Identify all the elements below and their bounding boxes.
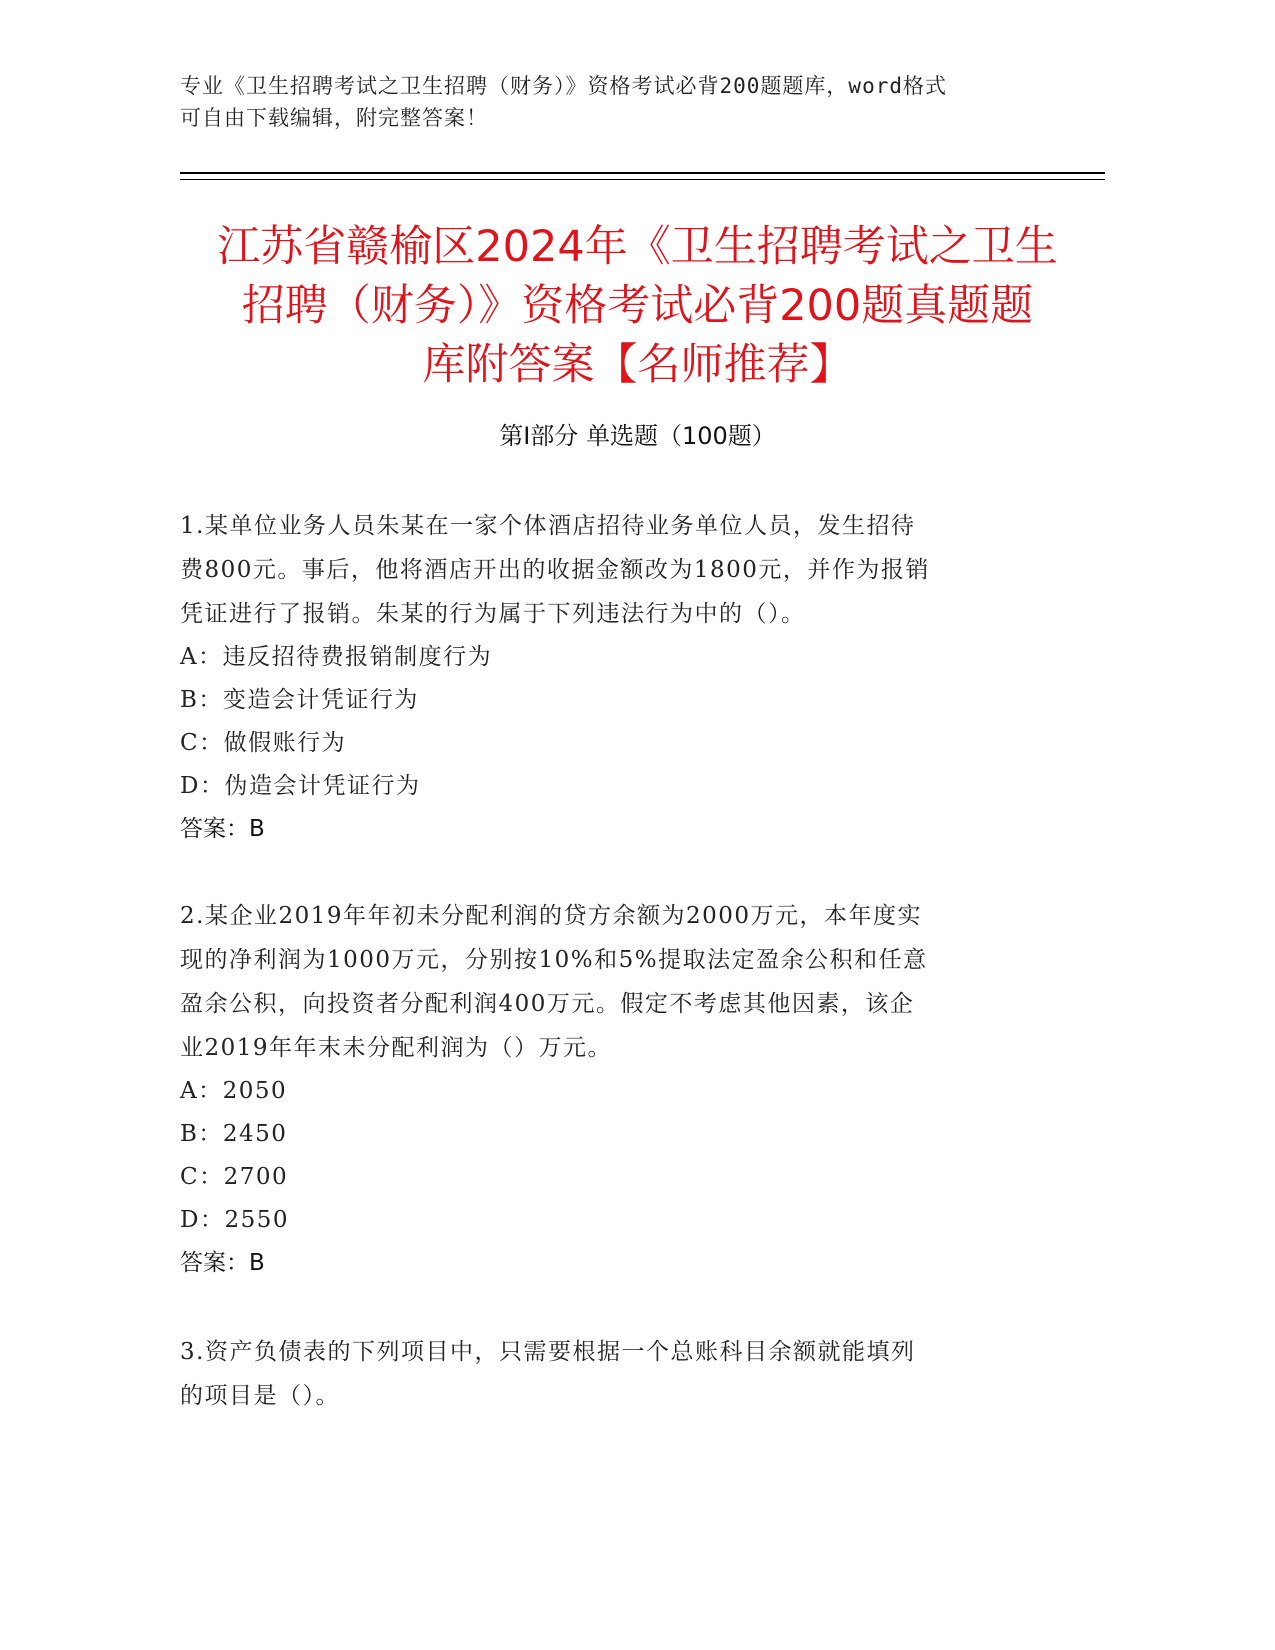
header-note: [180, 70, 1080, 134]
question-stem-line: 现的净利润为1000万元，分别按10%和5%提取法定盈余公积和任意: [180, 947, 928, 973]
title-line: 江苏省赣榆区2024年《卫生招聘考试之卫生: [217, 222, 1058, 272]
option-c: C：做假账行为: [180, 730, 347, 756]
question-stem-line: 3.资产负债表的下列项目中，只需要根据一个总账科目余额就能填列: [180, 1339, 916, 1365]
option-a: A：2050: [180, 1078, 288, 1104]
question-stem-line: 凭证进行了报销。朱某的行为属于下列违法行为中的（）。: [180, 601, 806, 627]
answer: 答案：B: [180, 1250, 265, 1276]
header-divider-thin: [180, 179, 1105, 180]
title-line: 招聘（财务）》资格考试必背200题真题题: [241, 281, 1034, 331]
question-stem-line: 业2019年年末未分配利润为（）万元。: [180, 1035, 613, 1061]
option-a: A：违反招待费报销制度行为: [180, 644, 493, 670]
question-stem-line: 的项目是（）。: [180, 1383, 340, 1409]
option-d: D：2550: [180, 1207, 289, 1233]
option-d: D：伪造会计凭证行为: [180, 773, 421, 799]
header-note-line: 专业《卫生招聘考试之卫生招聘（财务）》资格考试必背200题题库，word格式: [180, 74, 947, 98]
question-1: [180, 504, 1110, 851]
question-stem-line: 2.某企业2019年年初未分配利润的贷方余额为2000万元，本年度实: [180, 903, 923, 929]
title-line: 库附答案【名师推荐】: [422, 340, 853, 390]
question-stem-line: 盈余公积，向投资者分配利润400万元。假定不考虑其他因素，该企: [180, 991, 915, 1017]
section-title: 第Ⅰ部分 单选题（100题）: [499, 422, 776, 450]
answer: 答案：B: [180, 816, 265, 842]
option-b: B：2450: [180, 1121, 288, 1147]
question-stem-line: 1.某单位业务人员朱某在一家个体酒店招待业务单位人员，发生招待: [180, 513, 916, 539]
header-note-line: 可自由下载编辑，附完整答案！: [180, 106, 488, 130]
header-divider: [180, 172, 1105, 174]
question-2: [180, 894, 1110, 1285]
option-b: B：变造会计凭证行为: [180, 687, 419, 713]
document-title: [170, 218, 1105, 395]
option-c: C：2700: [180, 1164, 289, 1190]
question-stem-line: 费800元。事后，他将酒店开出的收据金额改为1800元，并作为报销: [180, 557, 930, 583]
question-3: [180, 1330, 1110, 1418]
